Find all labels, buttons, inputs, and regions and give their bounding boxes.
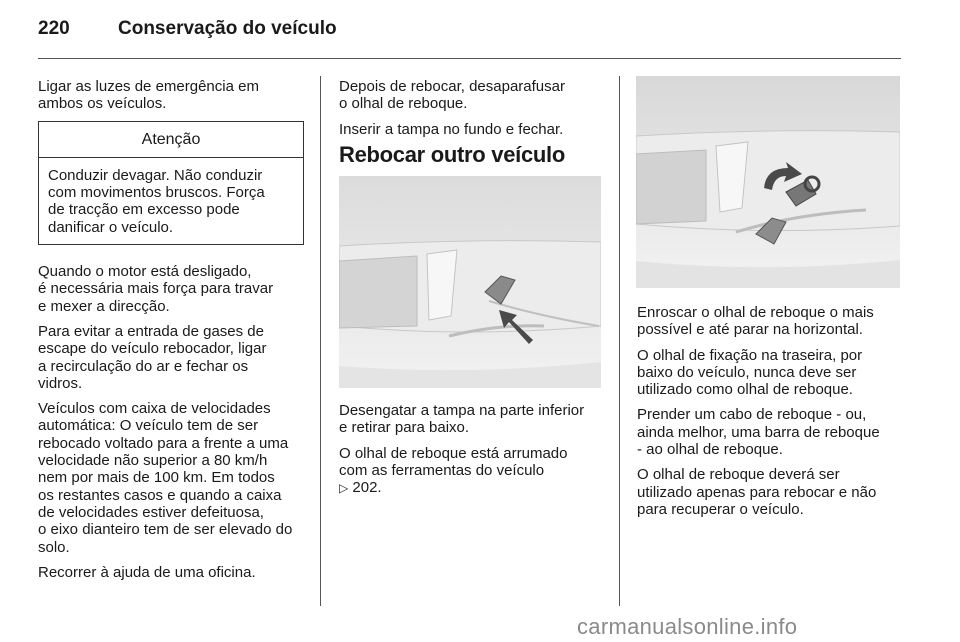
paragraph: O olhal de fixação na traseira, por baixo do veículo, nunca deve ser utilizado como olhal de reboque. bbox=[637, 346, 863, 399]
header-divider bbox=[38, 58, 901, 59]
page-reference-icon: ▷ bbox=[339, 481, 349, 496]
column-1 bbox=[38, 78, 304, 589]
paragraph: O olhal de reboque deverá ser utilizado apenas para rebocar e não para recuperar o veículo. bbox=[637, 466, 877, 518]
paragraph: Prender um cabo de reboque - ou, ainda melhor, uma barra de reboque - ao olhal de reboque. bbox=[637, 406, 880, 459]
paragraph: Desengatar a tampa na parte inferior e retirar para baixo. bbox=[339, 402, 585, 437]
paragraph: Quando o motor está desligado, é necessária mais força para travar e mexer a direcção. bbox=[38, 263, 274, 315]
paragraph: Para evitar a entrada de gases de escape do veículo rebocador, ligar a recirculação do ar e fechar os vidros. bbox=[38, 322, 267, 392]
paragraph: Veículos com caixa de velocidades automática: O veículo tem de ser rebocado voltado para a frente a uma velocidade não superior a 80 km/h nem por mais de 100 km. Em todos os restantes casos e quando a caixa de velocidades estiver defeituosa, o eixo dianteiro tem de ser elevado do solo. bbox=[38, 400, 293, 556]
watermark: carmanualsonline.info bbox=[577, 614, 798, 639]
page-number: 220 bbox=[38, 18, 70, 39]
warning-text: Conduzir devagar. Não conduzir com movimentos bruscos. Força de tracção em excesso pode danificar o veículo. bbox=[48, 166, 265, 236]
warning-title: Atenção bbox=[39, 122, 303, 158]
paragraph: Depois de rebocar, desaparafusar o olhal de reboque. bbox=[339, 78, 565, 113]
column-3 bbox=[637, 304, 903, 526]
page-reference: 202. bbox=[348, 479, 382, 497]
paragraph: Enroscar o olhal de reboque o mais possível e até parar na horizontal. bbox=[637, 304, 874, 339]
paragraph: Inserir a tampa no fundo e fechar. bbox=[339, 120, 564, 138]
paragraph: O olhal de reboque está arrumado com as ferramentas do veículo ▷ 202. bbox=[339, 444, 568, 497]
column-divider-1 bbox=[320, 76, 321, 606]
bumper-cover-illustration bbox=[339, 176, 601, 388]
towing-eye-illustration bbox=[636, 76, 900, 288]
column-divider-2 bbox=[619, 76, 620, 606]
intro-paragraph: Ligar as luzes de emergência em ambos os veículos. bbox=[38, 78, 259, 113]
section-heading: Rebocar outro veículo bbox=[339, 141, 565, 167]
paragraph: Recorrer à ajuda de uma oficina. bbox=[38, 563, 256, 581]
warning-box bbox=[38, 121, 304, 245]
column-2 bbox=[339, 78, 609, 506]
page-title: Conservação do veículo bbox=[118, 18, 337, 39]
